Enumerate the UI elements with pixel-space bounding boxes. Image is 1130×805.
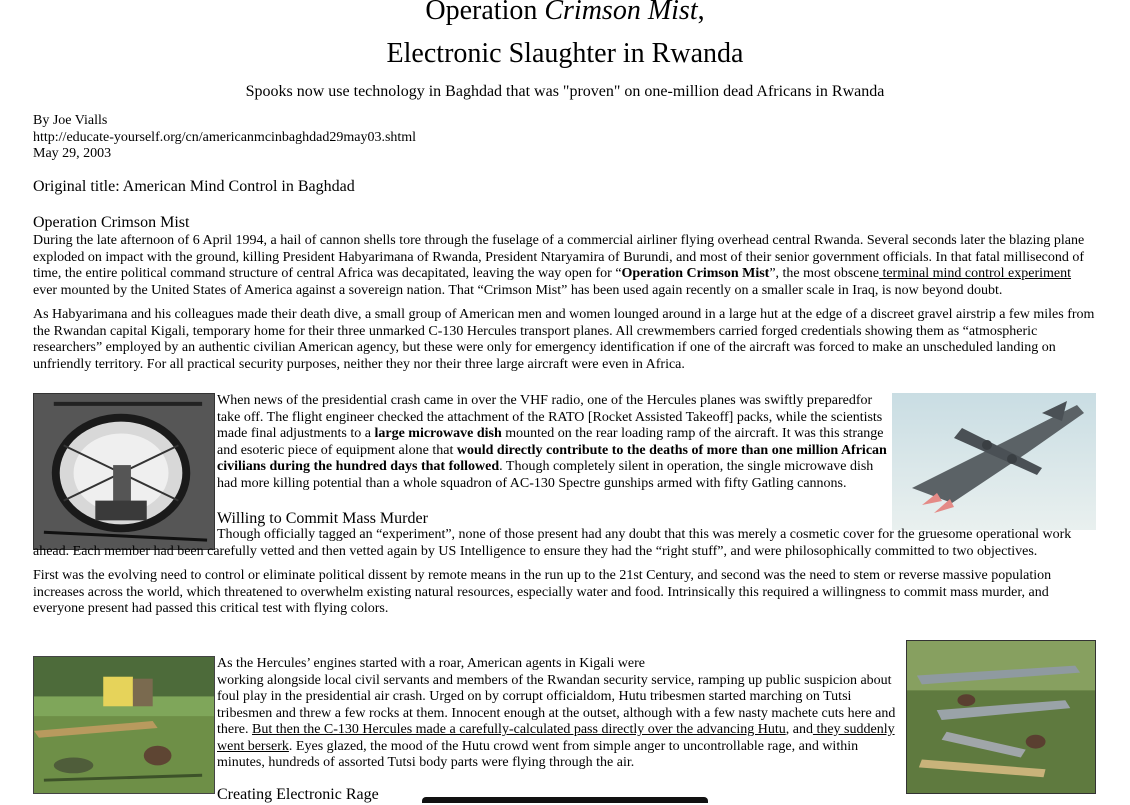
field-victims-image bbox=[33, 656, 215, 794]
original-title: Original title: American Mind Control in Baghdad bbox=[33, 178, 355, 195]
paragraph: As Habyarimana and his colleagues made their death dive, a small group of American men and women lounged around in a large hut at the edge of a discreet gravel airstrip a few miles from the Rwandan capital Kigali, temporary home for their three unmarked C-130 Hercules transport planes. All crewmembers carried forged credentials showing them as “atmospheric researchers” employed by an authentic civilian American agency, but these were only for emergency identification if one of the aircraft was forced to make an unscheduled landing on unfriendly territory. For all practical security purposes, neither they nor their three large aircraft were even in Africa. bbox=[33, 307, 1095, 372]
paragraph: When news of the presidential crash came in over the VHF radio, one of the Hercules planes was swiftly preparedfor take off. The flight engineer checked the attachment of the RATO [Rocket Assisted Takeoff] packs, while the scientists made final adjustments to a large microwave dish mounted on the rear loading ramp of the aircraft. It was this strange and esoteric piece of equipment alone that would directly contribute to the deaths of more than one million African civilians during the hundred days that followed. Though completely silent in operation, the single microwave dish had more killing potential than a whole squadron of AC-130 Spectre gunships armed with fifty Gatling cannons. bbox=[217, 393, 887, 491]
went-berserk-link[interactable]: they suddenly went berserk bbox=[217, 722, 895, 754]
paragraph: First was the evolving need to control or eliminate political dissent by remote means in the run up to the 21st Century, and second was the need to stem or reverse massive population increases across the world, which threatened to overwhelm existing natural resources, especially water and food. Intrinsically this required a willingness to commit mass murder, and everyone present had passed this critical test with flying colors. bbox=[33, 568, 1052, 616]
paragraph: Though officially tagged an “experiment”, none of those present had any doubt that this was merely a cosmetic cover for the gruesome operational work ahead. Each member had been carefully vetted and then vetted again by US Intelligence to ensure they had the “right stuff”, and were philosophically committed to two objectives. bbox=[33, 527, 1072, 559]
subtitle: Spooks now use technology in Baghdad that was "proven" on one-million dead Africans in Rwanda bbox=[245, 83, 885, 100]
title-line-1: Operation Crimson Mist, bbox=[425, 0, 705, 26]
author: By Joe Vialls bbox=[33, 113, 108, 128]
title-line-2: Electronic Slaughter in Rwanda bbox=[386, 38, 744, 69]
bodies-image bbox=[906, 640, 1096, 794]
terminal-mind-control-link[interactable]: terminal mind control experiment bbox=[878, 266, 1072, 281]
section-takeoff bbox=[217, 393, 887, 492]
section-heading: Operation Crimson Mist bbox=[33, 214, 190, 231]
c130-pass-link[interactable]: But then the C-130 Hercules made a carefully-calculated pass directly over the advancing Hutu bbox=[251, 722, 786, 737]
section-heading: Creating Electronic Rage bbox=[217, 786, 379, 803]
article-meta bbox=[33, 113, 416, 163]
section-operation-crimson-mist bbox=[33, 213, 1097, 373]
section-heading: Willing to Commit Mass Murder bbox=[217, 510, 428, 527]
date: May 29, 2003 bbox=[33, 146, 112, 161]
section-willing-heading bbox=[217, 509, 1097, 529]
section-hercules-engines bbox=[217, 656, 901, 772]
source-url: http://educate-yourself.org/cn/americanmcinbaghdad29may03.shtml bbox=[33, 129, 417, 145]
paragraph: As the Hercules’ engines started with a roar, American agents in Kigali were working alongside local civil servants and members of the Rwandan security service, ramping up public suspicion about foul play in the presidential air crash. Urged on by corrupt officialdom, Hutu tribesmen started marching on Tutsi tribesmen and threw a few rocks at them. Innocent enough at the outset, although with a few nasty machete cuts here and there. But then the C-130 Hercules made a carefully-calculated pass directly over the advancing Hutu, and they suddenly went berserk. Eyes glazed, the mood of the Hutu crowd went from simple anger to uncontrollable rage, and within minutes, hundreds of assorted Tutsi body parts were flying through the air. bbox=[217, 656, 896, 770]
image-top-edge bbox=[422, 797, 708, 803]
paragraph: During the late afternoon of 6 April 1994, a hail of cannon shells tore through the fuselage of a commercial airliner flying overhead central Rwanda. Several seconds later the blazing plane exploded on impact with the ground, killing President Habyarimana of Rwanda, President Ntaryamira of Burundi, and most of their senior government officials. In that fatal millisecond of time, the entire political command structure of central Africa was decapitated, leaving the way open for “Operation Crimson Mist”, the most obscene terminal mind control experiment ever mounted by the United States of America against a sovereign nation. That “Crimson Mist” has been used again recently on a smaller scale in Iraq, is now beyond doubt. bbox=[33, 233, 1085, 298]
section-willing-body bbox=[33, 527, 1097, 618]
